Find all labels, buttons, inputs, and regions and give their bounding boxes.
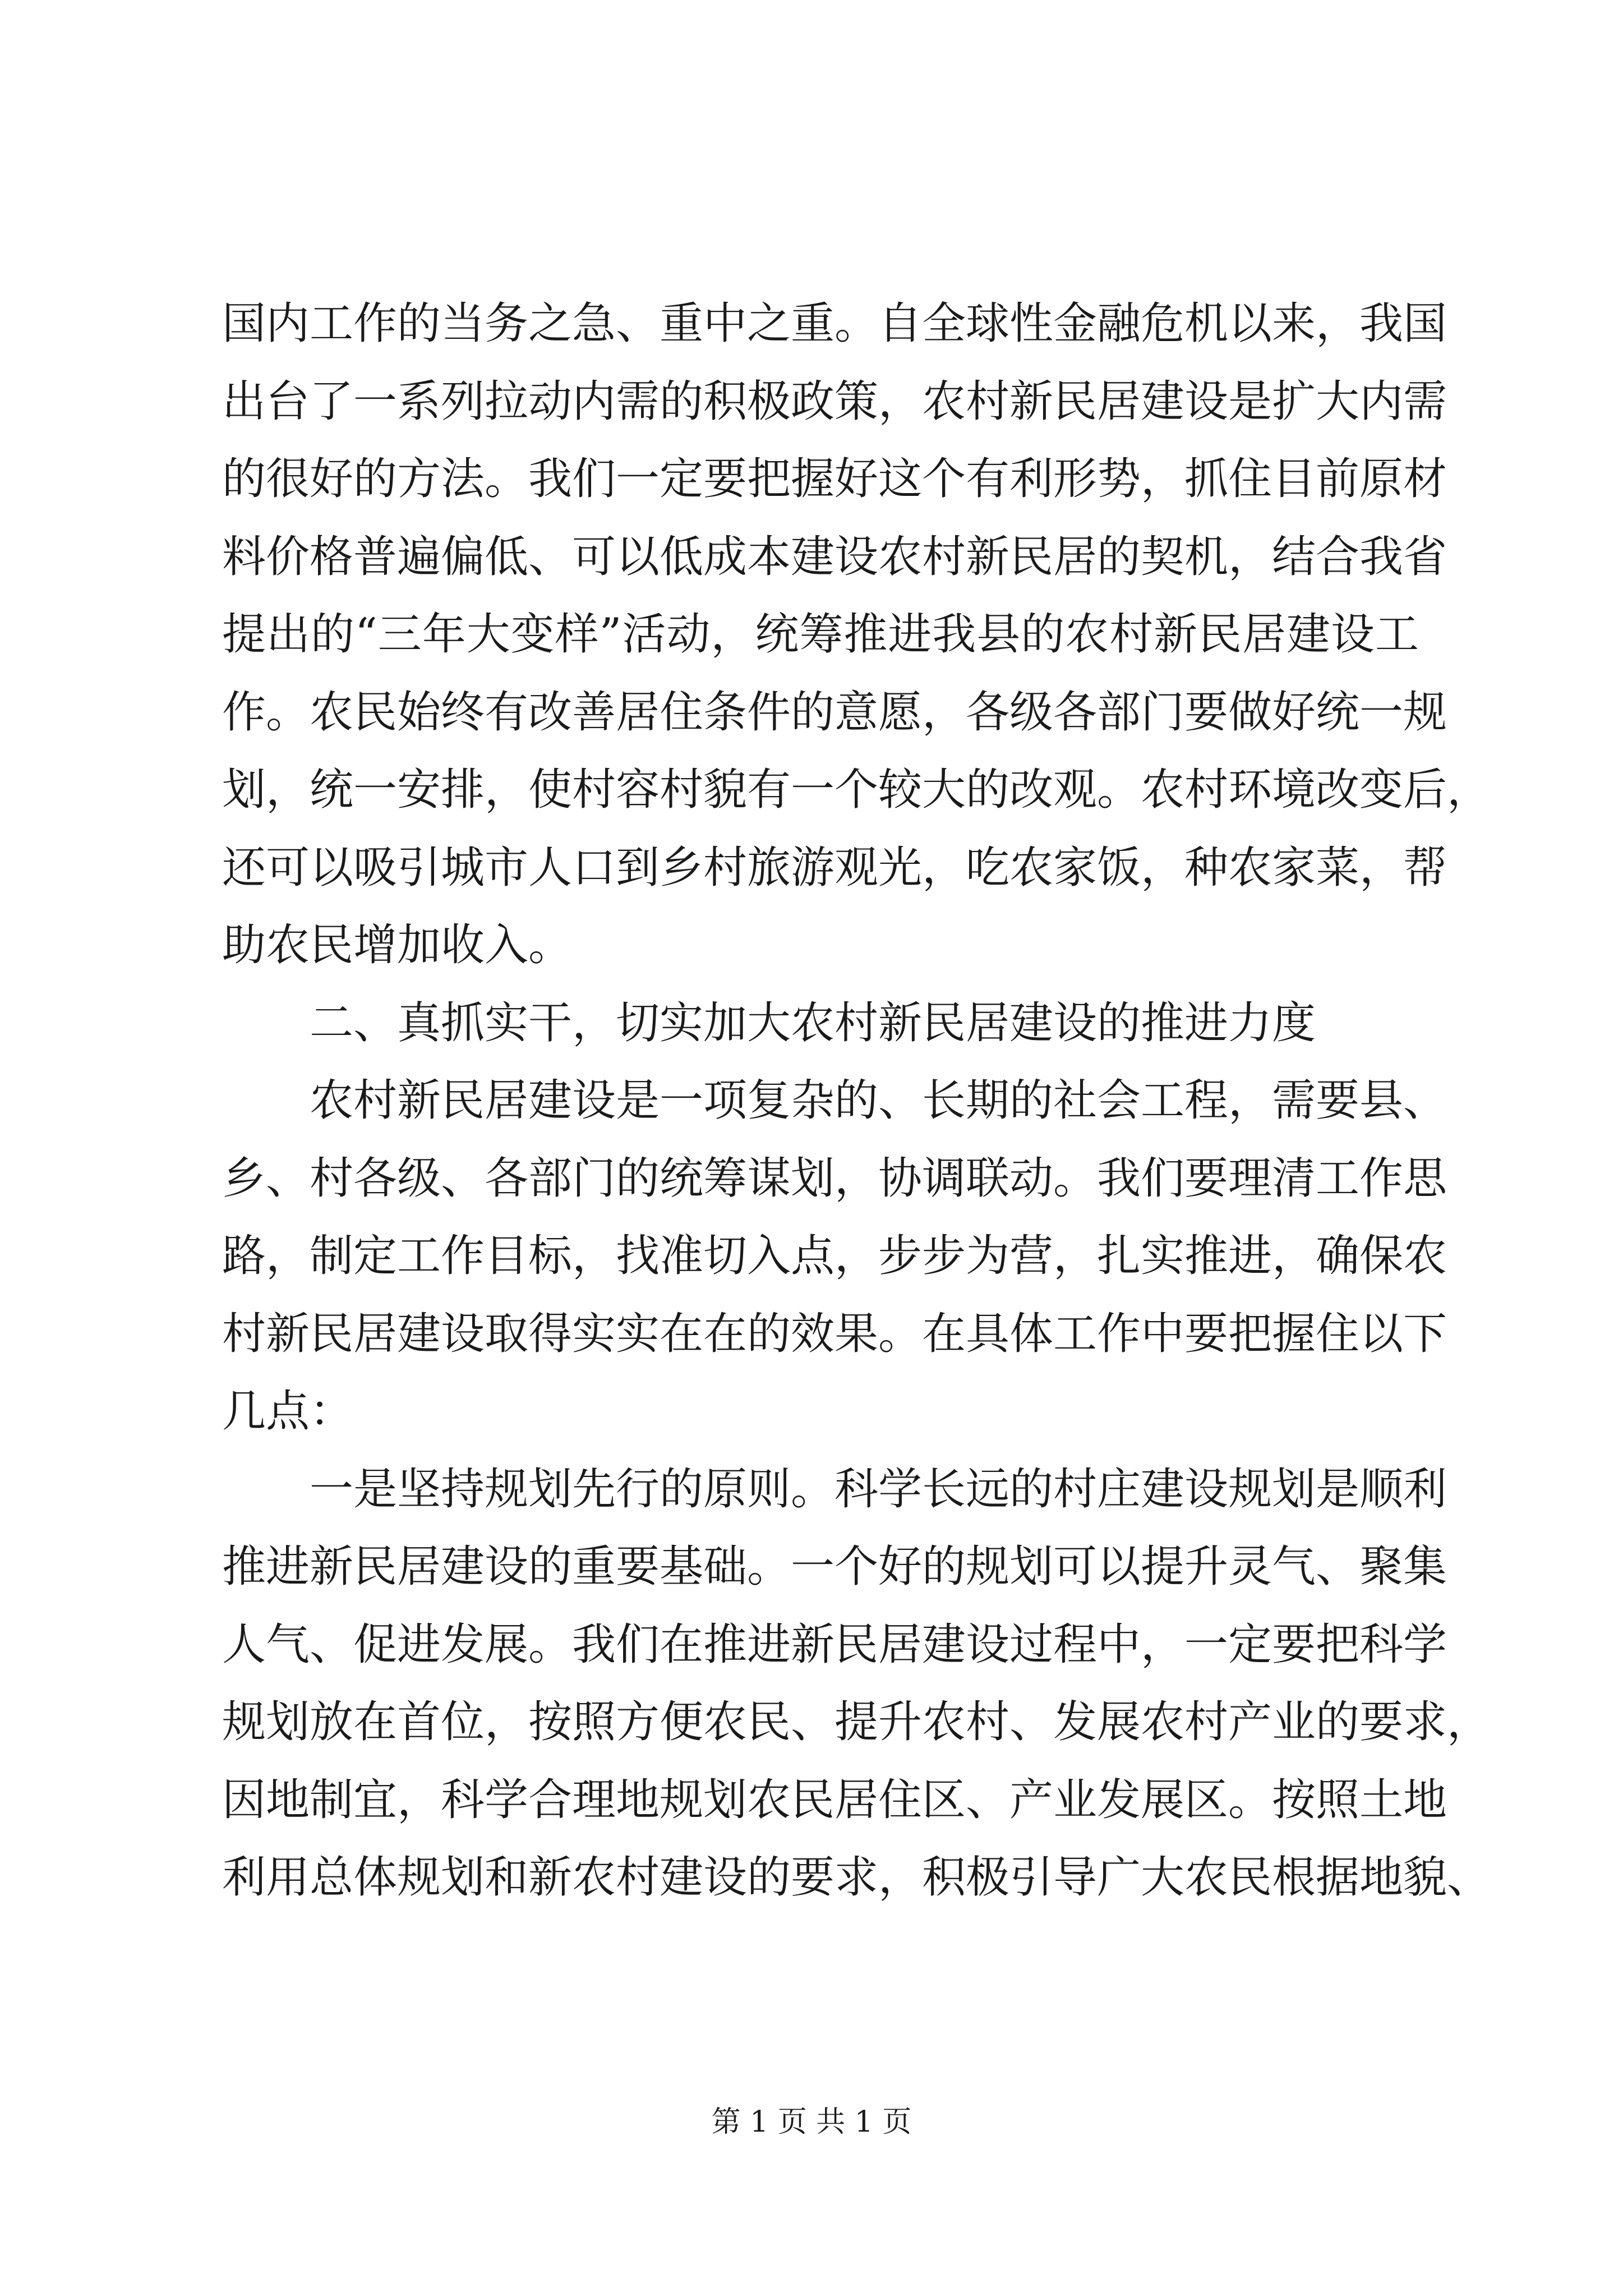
text-line: 乡、村各级、各部门的统筹谋划，协调联动。我们要理清工作思 [222, 1153, 1447, 1204]
text-line: 因地制宜，科学合理地规划农民居住区、产业发展区。按照土地 [222, 1774, 1447, 1825]
text-line: 助农民增加收入。 [222, 920, 573, 970]
text-line: 利用总体规划和新农村建设的要求，积极引导广大农民根据地貌、 [222, 1852, 1491, 1903]
text-line: 路，制定工作目标，找准切入点，步步为营，扎实推进，确保农 [222, 1231, 1447, 1281]
text-line: 还可以吸引城市人口到乡村旅游观光，吃农家饭，种农家菜，帮 [222, 842, 1447, 893]
text-line: 提出的“三年大变样”活动，统筹推进我县的农村新民居建设工 [222, 609, 1419, 660]
text-line: 村新民居建设取得实实在在的效果。在具体工作中要把握住以下 [222, 1308, 1447, 1359]
text-line: 人气、促进发展。我们在推进新民居建设过程中，一定要把科学 [222, 1619, 1447, 1670]
page-footer: 第 1 页 共 1 页 [711, 2105, 912, 2139]
text-line: 一是坚持规划先行的原则。科学长远的村庄建设规划是顺利 [310, 1464, 1447, 1515]
document-body [222, 285, 1491, 1917]
text-line: 国内工作的当务之急、重中之重。自全球性金融危机以来，我国 [222, 298, 1447, 349]
text-line: 二、真抓实干，切实加大农村新民居建设的推进力度 [310, 997, 1316, 1048]
text-line: 的很好的方法。我们一定要把握好这个有利形势，抓住目前原材 [222, 454, 1447, 504]
text-line: 推进新民居建设的重要基础。一个好的规划可以提升灵气、聚集 [222, 1542, 1447, 1592]
text-line: 规划放在首位，按照方便农民、提升农村、发展农村产业的要求， [222, 1697, 1491, 1747]
text-line: 划，统一安排，使村容村貌有一个较大的改观。农村环境改变后， [222, 765, 1491, 815]
text-line: 作。农民始终有改善居住条件的意愿，各级各部门要做好统一规 [222, 687, 1447, 738]
text-line: 农村新民居建设是一项复杂的、长期的社会工程，需要县、 [310, 1075, 1447, 1126]
text-line: 几点： [222, 1386, 354, 1437]
text-line: 出台了一系列拉动内需的积极政策，农村新民居建设是扩大内需 [222, 376, 1447, 427]
text-line: 料价格普遍偏低、可以低成本建设农村新民居的契机，结合我省 [222, 531, 1447, 582]
